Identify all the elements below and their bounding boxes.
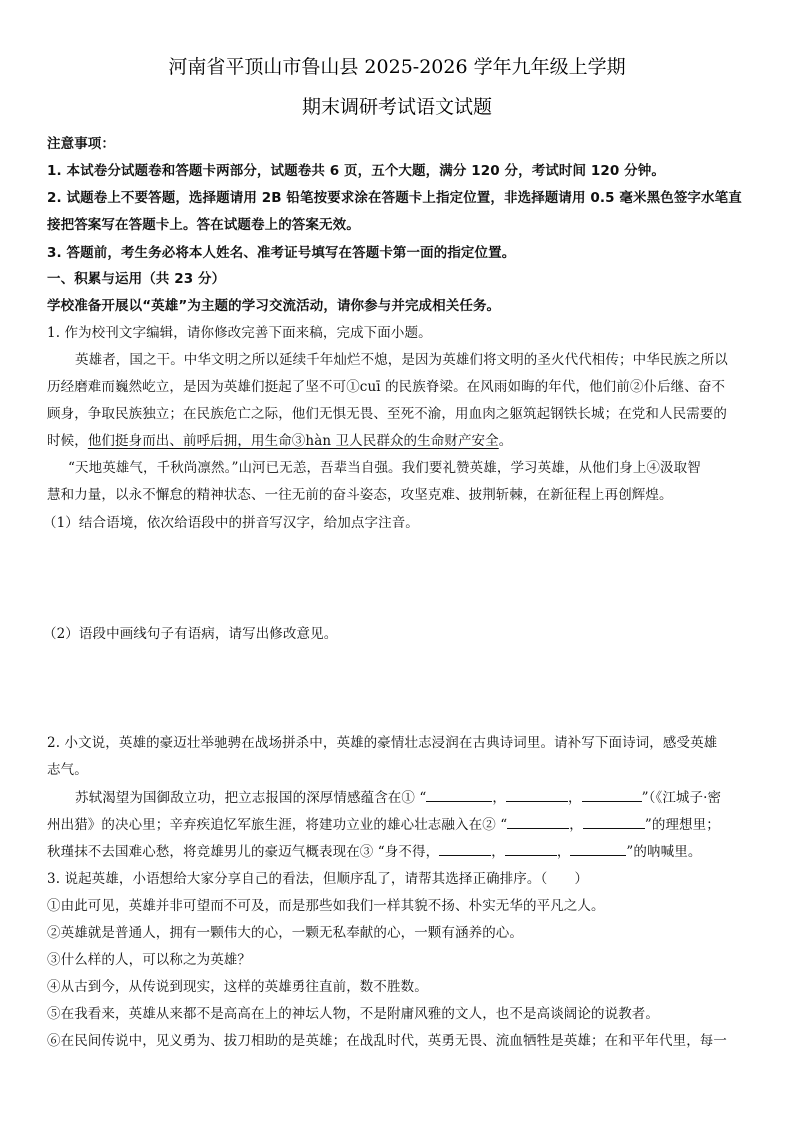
exam-title-line1: 河南省平顶山市鲁山县 2025-2026 学年九年级上学期: [168, 56, 626, 78]
q1-passage-line: 顾身，争取民族独立；在民族危亡之际，他们无惧无畏、至死不渝，用血肉之躯筑起钢铁长城；在党和人民需要的: [47, 406, 727, 422]
q1-passage-line: “天地英雄气，千秋尚凛然。”山河已无恙，吾辈当自强。我们要礼赞英雄，学习英雄，从他们身上④汲取智: [68, 460, 701, 476]
q1-passage-line: [47, 429, 747, 449]
answer-blank[interactable]: [439, 843, 491, 856]
q3-sentence: ②英雄就是普通人，拥有一颗伟大的心，一颗无私奉献的心，一颗有涵养的心。: [47, 925, 523, 941]
q3-stem: 3. 说起英雄，小语想给大家分享自己的看法，但顺序乱了，请帮其选择正确排序。（ ）: [47, 871, 589, 887]
notice-item-2: 2. 试题卷上不要答题，选择题请用 2B 铅笔按要求涂在答题卡上指定位置，非选择题请用 0.5 毫米黑色签字水笔直: [47, 190, 742, 206]
q2-stem: 2. 小文说，英雄的豪迈壮举驰骋在战场拼杀中，英雄的豪情壮志浸润在古典诗词里。请补写下面诗词，感受英雄: [47, 735, 718, 751]
q1-passage-line: 历经磨难而巍然屹立，是因为英雄们挺起了坚不可①cuī 的民族脊梁。在风雨如晦的年代，他们前②仆后继、奋不: [47, 379, 726, 395]
q3-sentence: ③什么样的人，可以称之为英雄？: [47, 952, 251, 968]
q1-stem: 1. 作为校刊文字编辑，请你修改完善下面来稿，完成下面小题。: [47, 325, 432, 341]
answer-blank[interactable]: [505, 843, 557, 856]
underlined-sentence: 他们挺身而出、前呼后拥，用生命③hàn 卫人民群众的生命财产安全: [87, 433, 499, 449]
answer-blank[interactable]: [583, 816, 645, 829]
notice-heading: 注意事项：: [47, 136, 115, 152]
q3-sentence: ①由此可见，英雄并非可望而不可及，而是那些如我们一样其貌不扬、朴实无华的平凡之人。: [47, 898, 605, 914]
q2-stem-cont: 志气。: [47, 762, 88, 778]
section1-intro: 学校准备开展以“英雄”为主题的学习交流活动，请你参与并完成相关任务。: [47, 298, 501, 314]
answer-blank[interactable]: [426, 789, 492, 802]
q1-passage-line: 英雄者，国之干。中华文明之所以延续千年灿烂不熄，是因为英雄们将文明的圣火代代相传；中华民族之所以: [75, 352, 728, 368]
q1-passage-text: 。: [498, 433, 513, 449]
q2-fill-line-3: 秋瑾抹不去国难心愁，将竞雄男儿的豪迈气概表现在③ “身不得， ， ， ”的呐喊里。: [47, 844, 702, 860]
q1-sub-question-1: （1）结合语境，依次给语段中的拼音写汉字，给加点字注音。: [43, 515, 419, 531]
q2-fill-line-2: 州出猎》的决心里；辛弃疾追忆军旅生涯，将建功立业的雄心壮志融入在② “ ， ”的理想里；: [47, 817, 720, 833]
q3-sentence: ⑥在民间传说中，见义勇为、拔刀相助的是英雄；在战乱时代，英勇无畏、流血牺牲是英雄；在和平年代里，每一: [47, 1033, 727, 1049]
answer-blank[interactable]: [570, 843, 626, 856]
notice-item-1: 1. 本试卷分试题卷和答题卡两部分，试题卷共 6 页，五个大题，满分 120 分，考试时间 120 分钟。: [47, 163, 665, 179]
q2-fill-line-1: 苏轼渴望为国御敌立功，把立志报国的深厚情感蕴含在① “ ， ， ”（《江城子·密: [75, 790, 722, 806]
q3-sentence: ⑤在我看来，英雄从来都不是高高在上的神坛人物，不是附庸风雅的文人，也不是高谈阔论的说教者。: [47, 1006, 659, 1022]
q3-sentence: ④从古到今，从传说到现实，这样的英雄勇往直前，数不胜数。: [47, 979, 428, 995]
answer-blank[interactable]: [506, 789, 568, 802]
q1-passage-line: 慧和力量，以永不懈怠的精神状态、一往无前的奋斗姿态，攻坚克难、披荆斩棘，在新征程上再创辉煌。: [47, 487, 673, 503]
exam-title-line2: 期末调研考试语文试题: [301, 96, 492, 118]
q1-sub-question-2: （2）语段中画线句子有语病，请写出修改意见。: [43, 626, 338, 642]
notice-item-3: 3. 答题前，考生务必将本人姓名、准考证号填写在答题卡第一面的指定位置。: [47, 245, 516, 261]
notice-item-2-cont: 接把答案写在答题卡上。答在试题卷上的答案无效。: [47, 217, 360, 233]
section1-heading: 一、积累与运用（共 23 分）: [47, 271, 226, 287]
answer-blank[interactable]: [507, 816, 569, 829]
answer-blank[interactable]: [582, 789, 642, 802]
q1-passage-text: 时候，: [47, 433, 88, 449]
